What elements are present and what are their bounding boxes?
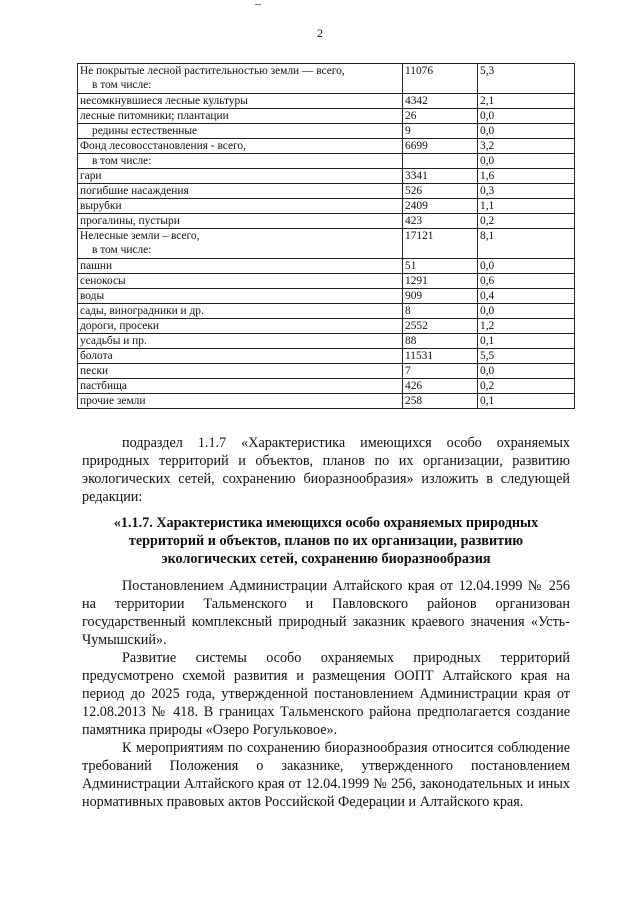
land-category-label: погибшие насаждения	[80, 185, 189, 197]
percent-cell: 5,5	[478, 349, 575, 364]
area-cell: 3341	[403, 169, 478, 184]
land-category-cell	[78, 319, 403, 334]
table-row	[78, 214, 575, 229]
land-category-label: пашни	[80, 260, 113, 272]
land-category-cell	[78, 64, 403, 94]
percent-cell: 0,0	[478, 259, 575, 274]
table-row	[78, 394, 575, 409]
table-row	[78, 334, 575, 349]
percent-cell: 0,0	[478, 154, 575, 169]
percent-cell: 8,1	[478, 229, 575, 259]
intro-paragraph: подраздел 1.1.7 «Характеристика имеющихся особо охраняемых природных территорий и объектов, планов по их организации, развитию экологических сетей, сохранению биоразнообразия» изложить в следующей редакции:	[82, 435, 570, 505]
area-cell: 9	[403, 124, 478, 139]
land-category-label: редины естественные	[92, 125, 198, 137]
land-category-table	[77, 63, 575, 409]
table-row	[78, 169, 575, 184]
area-cell: 51	[403, 259, 478, 274]
table-row	[78, 64, 575, 94]
area-cell	[403, 154, 478, 169]
area-cell: 8	[403, 304, 478, 319]
area-cell: 26	[403, 109, 478, 124]
land-category-cell	[78, 229, 403, 259]
land-category-label: воды	[80, 290, 105, 302]
land-category-cell	[78, 349, 403, 364]
land-category-cell	[78, 184, 403, 199]
area-cell: 526	[403, 184, 478, 199]
land-category-cell	[78, 364, 403, 379]
amendment-intro	[82, 434, 570, 506]
land-category-cell	[78, 304, 403, 319]
percent-cell: 0,1	[478, 334, 575, 349]
land-category-cell	[78, 124, 403, 139]
percent-cell: 0,6	[478, 274, 575, 289]
percent-cell: 1,2	[478, 319, 575, 334]
table-row	[78, 229, 575, 259]
table-row	[78, 124, 575, 139]
percent-cell: 1,6	[478, 169, 575, 184]
percent-cell: 0,0	[478, 109, 575, 124]
page-number: 2	[317, 26, 323, 40]
table-row	[78, 184, 575, 199]
land-category-cell	[78, 334, 403, 349]
percent-cell: 0,1	[478, 394, 575, 409]
area-cell: 6699	[403, 139, 478, 154]
percent-cell: 1,1	[478, 199, 575, 214]
percent-cell: 0,0	[478, 304, 575, 319]
percent-cell: 0,2	[478, 379, 575, 394]
scan-mark	[255, 4, 261, 5]
area-cell: 2552	[403, 319, 478, 334]
land-category-cell	[78, 214, 403, 229]
percent-cell: 3,2	[478, 139, 575, 154]
land-category-label: сады, виноградники и др.	[80, 305, 204, 317]
land-category-cell	[78, 259, 403, 274]
land-category-cell	[78, 154, 403, 169]
section-heading-text: «1.1.7. Характеристика имеющихся особо охраняемых природных территорий и объектов, планов по их организации, развитию экологических сетей, сохранению биоразнообразия	[113, 515, 539, 567]
land-category-sublabel: в том числе:	[92, 79, 152, 91]
land-category-label: дороги, просеки	[80, 320, 159, 332]
area-cell: 11076	[403, 64, 478, 94]
section-heading	[82, 514, 570, 568]
land-category-label: в том числе:	[92, 155, 152, 167]
land-category-label: Фонд лесовосстановления - всего,	[80, 140, 246, 152]
percent-cell: 2,1	[478, 94, 575, 109]
area-cell: 4342	[403, 94, 478, 109]
table-row	[78, 319, 575, 334]
table-row	[78, 94, 575, 109]
table-row	[78, 274, 575, 289]
body-paragraph: Постановлением Администрации Алтайского края от 12.04.1999 № 256 на территории Тальменского и Павловского районов организован государственный комплексный природный заказник краевого значения «Усть-Чумышский».	[82, 578, 570, 648]
land-category-cell	[78, 394, 403, 409]
land-category-label: пески	[80, 365, 109, 377]
section-body	[82, 577, 570, 811]
land-category-label: лесные питомники; плантации	[80, 110, 229, 122]
area-cell: 88	[403, 334, 478, 349]
area-cell: 2409	[403, 199, 478, 214]
table-row	[78, 349, 575, 364]
percent-cell: 0,2	[478, 214, 575, 229]
land-category-label: вырубки	[80, 200, 122, 212]
area-cell: 1291	[403, 274, 478, 289]
table-row	[78, 289, 575, 304]
land-category-label: усадьбы и пр.	[80, 335, 147, 347]
land-category-cell	[78, 109, 403, 124]
table-row	[78, 109, 575, 124]
land-category-sublabel: в том числе:	[92, 244, 152, 256]
percent-cell: 0,4	[478, 289, 575, 304]
land-category-cell	[78, 289, 403, 304]
table-row	[78, 304, 575, 319]
percent-cell: 0,3	[478, 184, 575, 199]
land-category-label: сенокосы	[80, 275, 126, 287]
land-category-label: болота	[80, 350, 113, 362]
area-cell: 258	[403, 394, 478, 409]
land-category-cell	[78, 169, 403, 184]
land-category-label: Нелесные земли – всего,	[80, 230, 200, 242]
body-paragraph: Развитие системы особо охраняемых природных территорий предусмотрено схемой развития и размещения ООПТ Алтайского края на период до 2025 года, утвержденной постановлением Администрации края от 12.08.2013 № 418. В границах Тальменского района предполагается создание памятника природы «Озеро Рогульковое».	[82, 650, 570, 738]
land-category-cell	[78, 199, 403, 214]
table-row	[78, 259, 575, 274]
percent-cell: 0,0	[478, 364, 575, 379]
area-cell: 909	[403, 289, 478, 304]
land-category-label: прочие земли	[80, 395, 146, 407]
land-category-label: несомкнувшиеся лесные культуры	[80, 95, 248, 107]
table-row	[78, 199, 575, 214]
area-cell: 11531	[403, 349, 478, 364]
area-cell: 17121	[403, 229, 478, 259]
area-cell: 423	[403, 214, 478, 229]
land-category-cell	[78, 274, 403, 289]
body-paragraph: К мероприятиям по сохранению биоразнообразия относится соблюдение требований Положения о заказнике, утвержденного постановлением Администрации Алтайского края от 12.04.1999 № 256, законодательных и иных нормативных правовых актов Российской Федерации и Алтайского края.	[82, 740, 570, 810]
percent-cell: 5,3	[478, 64, 575, 94]
land-category-cell	[78, 94, 403, 109]
area-cell: 426	[403, 379, 478, 394]
table-row	[78, 364, 575, 379]
land-category-label: пастбища	[80, 380, 127, 392]
land-category-label: гари	[80, 170, 102, 182]
table-row	[78, 379, 575, 394]
table-row	[78, 139, 575, 154]
percent-cell: 0,0	[478, 124, 575, 139]
land-category-cell	[78, 379, 403, 394]
table-row	[78, 154, 575, 169]
land-category-label: Не покрытые лесной растительностью земли — всего,	[80, 65, 345, 77]
area-cell: 7	[403, 364, 478, 379]
land-category-label: прогалины, пустыри	[80, 215, 180, 227]
land-table-body	[78, 64, 575, 409]
land-category-cell	[78, 139, 403, 154]
